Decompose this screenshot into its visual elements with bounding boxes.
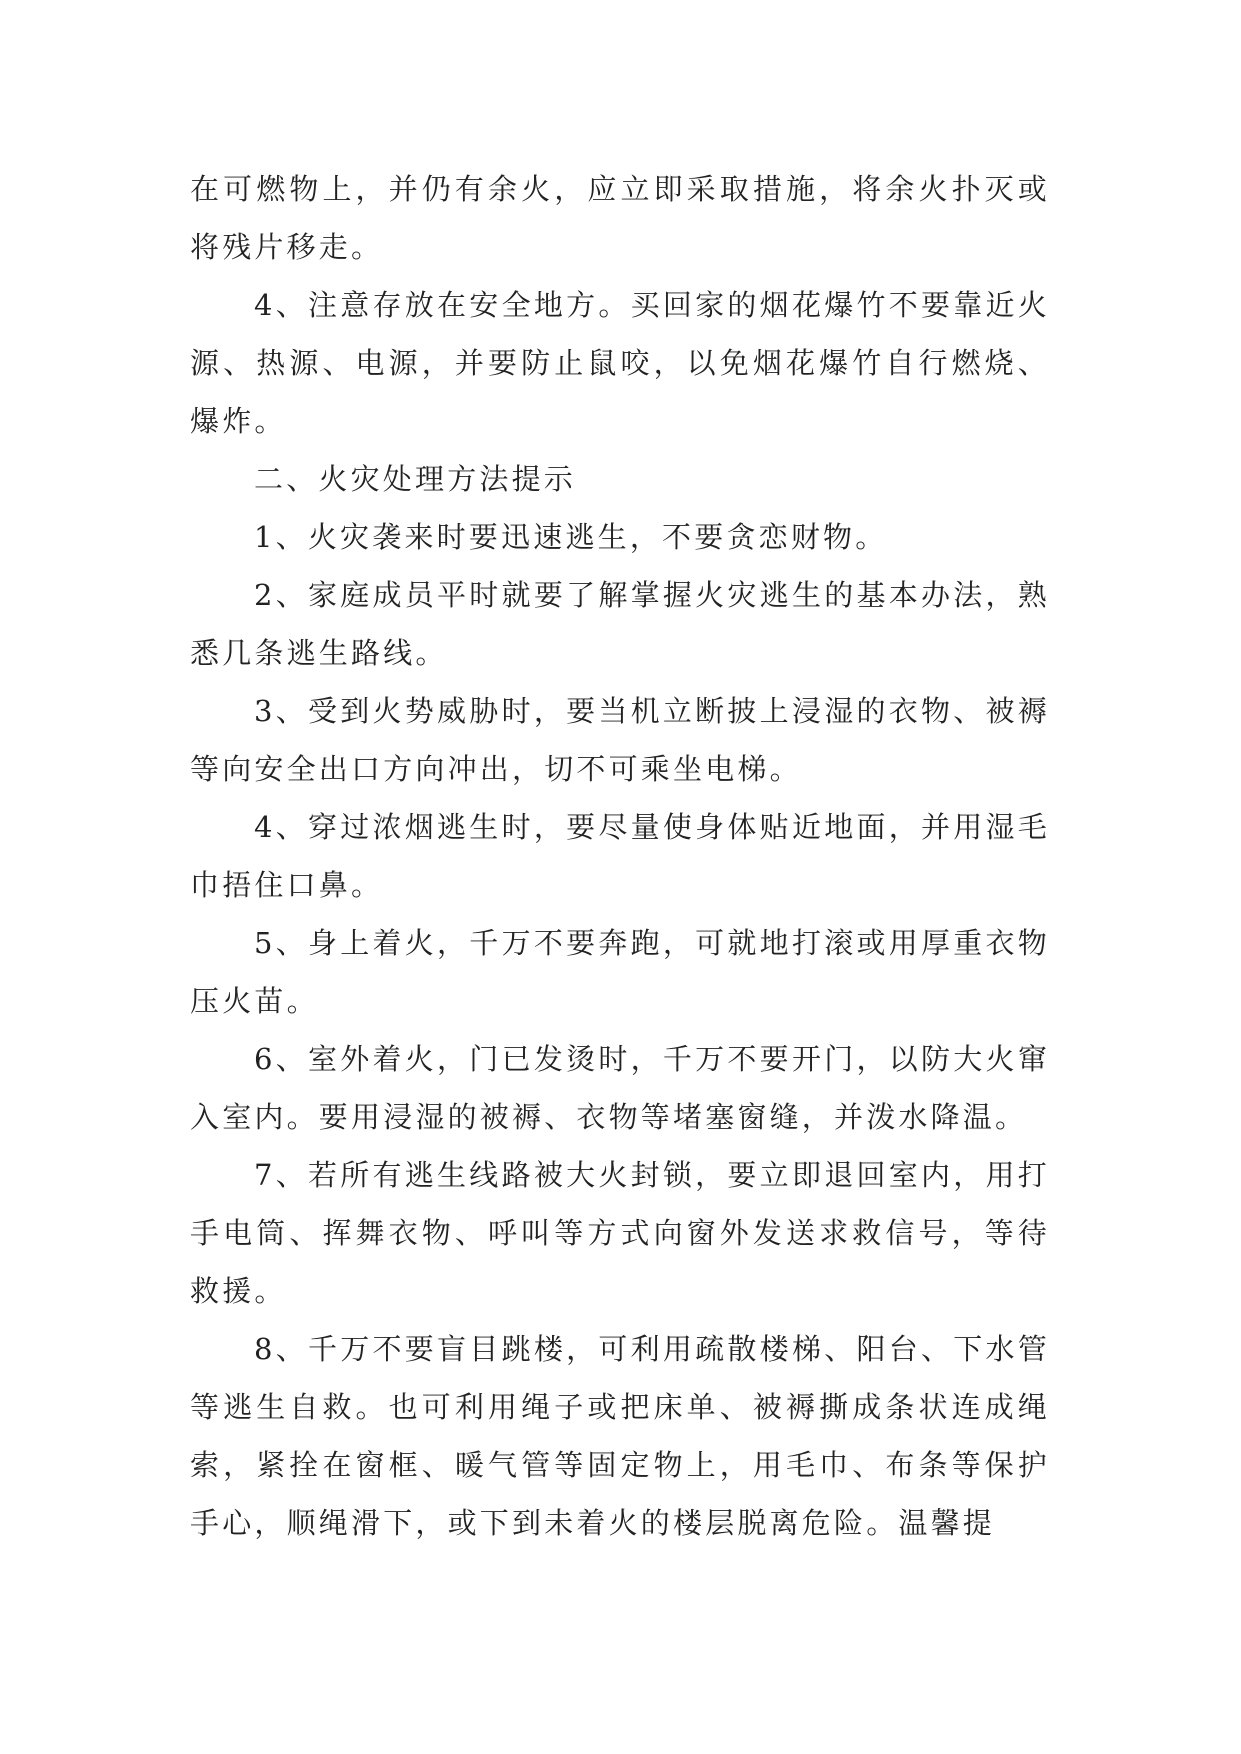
paragraph-fire-tip-5: 5、身上着火，千万不要奔跑，可就地打滚或用厚重衣物压火苗。 [190, 926, 1050, 1018]
paragraph-fire-tip-4: 4、穿过浓烟逃生时，要尽量使身体贴近地面，并用湿毛巾捂住口鼻。 [190, 810, 1050, 902]
paragraph-fire-tip-6: 6、室外着火，门已发烫时，千万不要开门，以防大火窜入室内。要用浸湿的被褥、衣物等堵塞窗缝，并泼水降温。 [190, 1042, 1050, 1134]
paragraph-fire-tip-3: 3、受到火势威胁时，要当机立断披上浸湿的衣物、被褥等向安全出口方向冲出，切不可乘坐电梯。 [190, 694, 1050, 786]
document-body [190, 160, 1050, 1552]
paragraph-continuation: 在可燃物上，并仍有余火，应立即采取措施，将余火扑灭或将残片移走。 [190, 172, 1050, 264]
paragraph-fire-tip-8: 8、千万不要盲目跳楼，可利用疏散楼梯、阳台、下水管等逃生自救。也可利用绳子或把床单、被褥撕成条状连成绳索，紧拴在窗框、暖气管等固定物上，用毛巾、布条等保护手心，顺绳滑下，或下到未着火的楼层脱离危险。温馨提 [190, 1332, 1050, 1540]
section-heading-fire-handling: 二、火灾处理方法提示 [254, 462, 577, 496]
paragraph-fire-tip-1: 1、火灾袭来时要迅速逃生，不要贪恋财物。 [254, 520, 888, 554]
paragraph-storage-tip: 4、注意存放在安全地方。买回家的烟花爆竹不要靠近火源、热源、电源，并要防止鼠咬，以免烟花爆竹自行燃烧、爆炸。 [190, 288, 1050, 438]
paragraph-fire-tip-2: 2、家庭成员平时就要了解掌握火灾逃生的基本办法，熟悉几条逃生路线。 [190, 578, 1050, 670]
paragraph-fire-tip-7: 7、若所有逃生线路被大火封锁，要立即退回室内，用打手电筒、挥舞衣物、呼叫等方式向窗外发送求救信号，等待救援。 [190, 1158, 1050, 1308]
